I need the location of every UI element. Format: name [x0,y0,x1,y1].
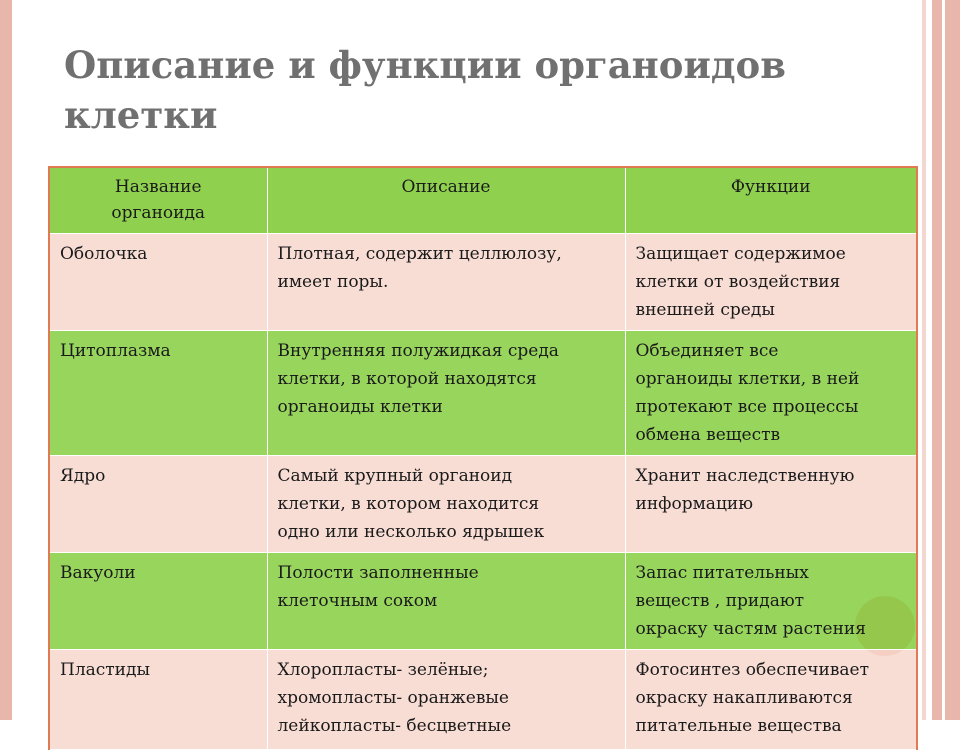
organoid-description: Внутренняя полужидкая среда клетки, в которой находятся органоиды клетки [267,330,625,455]
header-name: Название органоида [49,167,267,233]
organoid-functions: Защищает содержимое клетки от воздействия внешней среды [625,233,917,330]
organoid-name: Цитоплазма [49,330,267,455]
organoid-description: Самый крупный органоид клетки, в котором находится одно или несколько ядрышек [267,455,625,552]
organoid-description: Полости заполненные клеточным соком [267,552,625,649]
table-row [49,649,917,749]
slide-title: Описание и функции органоидов клетки [64,43,786,137]
organoid-functions: Объединяет все органоиды клетки, в ней протекают все процессы обмена веществ [625,330,917,455]
organoid-name: Оболочка [49,233,267,330]
organoid-functions: Фотосинтез обеспечивает окраску накапливаются питательные вещества [625,649,917,749]
table-row [49,552,917,649]
organoid-functions: Запас питательных веществ , придают окраску частям растения [625,552,917,649]
header-functions: Функции [625,167,917,233]
table-row [49,455,917,552]
organoid-name: Ядро [49,455,267,552]
organoid-functions: Хранит наследственную информацию [625,455,917,552]
organoid-description: Плотная, содержит целлюлозу, имеет поры. [267,233,625,330]
organoid-name: Пластиды [49,649,267,749]
table-header-row [49,167,917,233]
left-decor-stripe [0,0,12,720]
organoid-description: Хлоропласты- зелёные; хромопласты- оранжевые лейкопласты- бесцветные [267,649,625,749]
header-description: Описание [267,167,625,233]
table-row [49,330,917,455]
table-row [49,233,917,330]
organoid-name: Вакуоли [49,552,267,649]
right-decor-stripes [922,0,960,720]
organoid-table [48,166,918,750]
